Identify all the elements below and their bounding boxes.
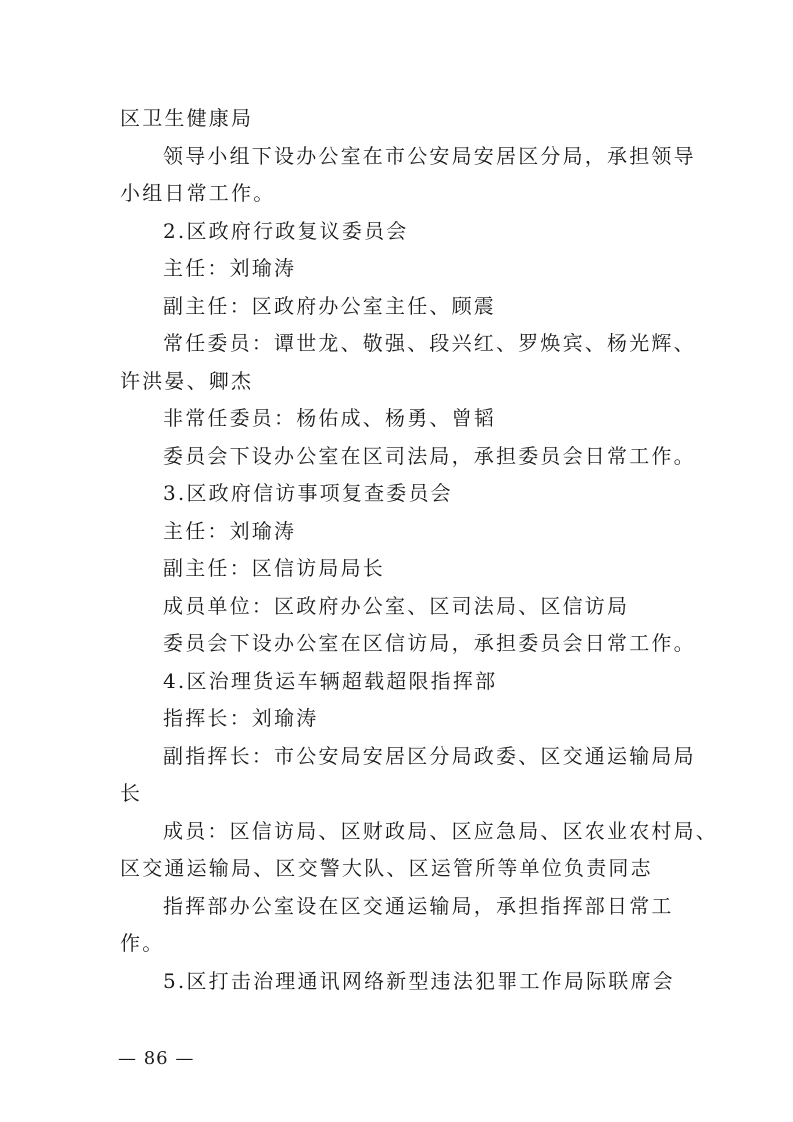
text-line-10: 委员会下设办公室在区司法局，承担委员会日常工作。 <box>163 444 696 468</box>
text-line-7: 常任委员：谭世龙、敬强、段兴红、罗焕宾、杨光辉、 <box>163 331 696 355</box>
section-heading-3: 3.区政府信访事项复查委员会 <box>163 481 453 505</box>
section-heading-4: 4.区治理货运车辆超载超限指挥部 <box>163 669 498 693</box>
text-line-8: 许洪晏、卿杰 <box>120 369 254 393</box>
text-line-13: 副主任：区信访局局长 <box>163 556 385 580</box>
text-line-3: 小组日常工作。 <box>120 181 276 205</box>
text-line-22: 指挥部办公室设在区交通运输局，承担指挥部日常工 <box>163 894 674 918</box>
text-line-5: 主任：刘瑜涛 <box>163 256 297 280</box>
text-line-17: 指挥长：刘瑜涛 <box>163 706 319 730</box>
text-line-18: 副指挥长：市公安局安居区分局政委、区交通运输局局 <box>163 744 696 768</box>
text-line-14: 成员单位：区政府办公室、区司法局、区信访局 <box>163 594 630 618</box>
text-line-6: 副主任：区政府办公室主任、顾震 <box>163 294 496 318</box>
text-line-23: 作。 <box>120 931 165 955</box>
text-line-1: 区卫生健康局 <box>120 106 254 130</box>
text-line-15: 委员会下设办公室在区信访局，承担委员会日常工作。 <box>163 631 696 655</box>
text-line-12: 主任：刘瑜涛 <box>163 519 297 543</box>
text-line-21: 区交通运输局、区交警大队、区运管所等单位负责同志 <box>120 856 653 880</box>
page-number: — 86 — <box>118 1048 195 1069</box>
section-heading-2: 2.区政府行政复议委员会 <box>163 219 409 243</box>
text-line-19: 长 <box>120 781 143 805</box>
text-line-2: 领导小组下设办公室在市公安局安居区分局，承担领导 <box>163 144 696 168</box>
section-heading-5: 5.区打击治理通讯网络新型违法犯罪工作局际联席会 <box>163 969 675 993</box>
text-line-20: 成员：区信访局、区财政局、区应急局、区农业农村局、 <box>163 819 718 843</box>
text-line-9: 非常任委员：杨佑成、杨勇、曾韬 <box>163 406 496 430</box>
